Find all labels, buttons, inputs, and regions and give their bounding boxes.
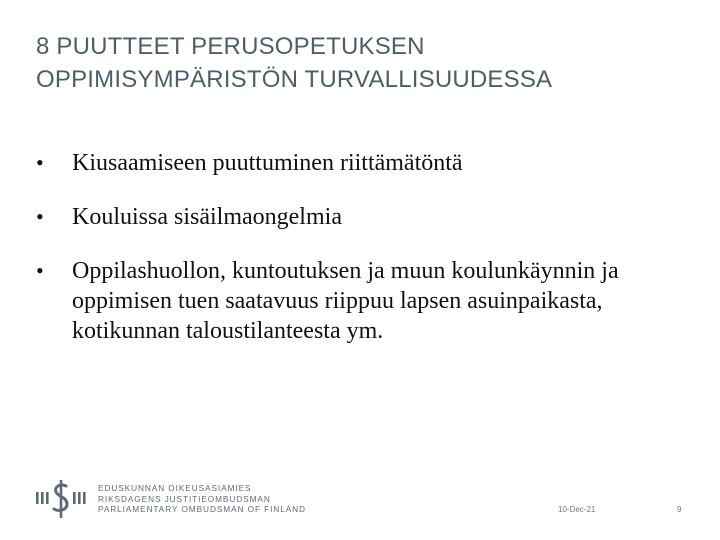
page-number: 9 — [677, 505, 682, 514]
bullet-dot: • — [36, 258, 44, 283]
footer-date: 10-Dec-21 — [558, 505, 596, 514]
bullet-dot: • — [36, 204, 44, 229]
logo-line-sv: RIKSDAGENS JUSTITIEOMBUDSMAN — [98, 493, 271, 504]
bullet-dot: • — [36, 150, 44, 175]
bullet-text: Oppilashuollon, kuntoutuksen ja muun koulunkäynnin ja oppimisen tuen saatavuus riippuu lapsen asuinpaikasta, kotikunnan taloustilanteesta ym. — [72, 258, 619, 344]
bullet-item — [36, 202, 706, 232]
logo-line-en: PARLIAMENTARY OMBUDSMAN OF FINLAND — [98, 504, 306, 514]
slide-title — [36, 30, 696, 96]
ombudsman-logo — [36, 478, 316, 518]
logo-text — [98, 483, 306, 515]
bullet-text: Kiusaamiseen puuttuminen riittämätöntä — [72, 150, 463, 176]
bullet-item — [36, 148, 706, 178]
title-line-2: OPPIMISYMPÄRISTÖN TURVALLISUUDESSA — [36, 66, 553, 93]
bullet-text: Kouluissa sisäilmaongelmia — [72, 204, 342, 230]
bullet-list — [36, 148, 706, 370]
bullet-item — [36, 256, 706, 346]
logo-line-fi: EDUSKUNNAN OIKEUSASIAMIES — [98, 483, 252, 493]
parliamentary-ombudsman-logo-icon — [36, 480, 88, 518]
title-line-1: 8 PUUTTEET PERUSOPETUKSEN — [36, 33, 425, 60]
